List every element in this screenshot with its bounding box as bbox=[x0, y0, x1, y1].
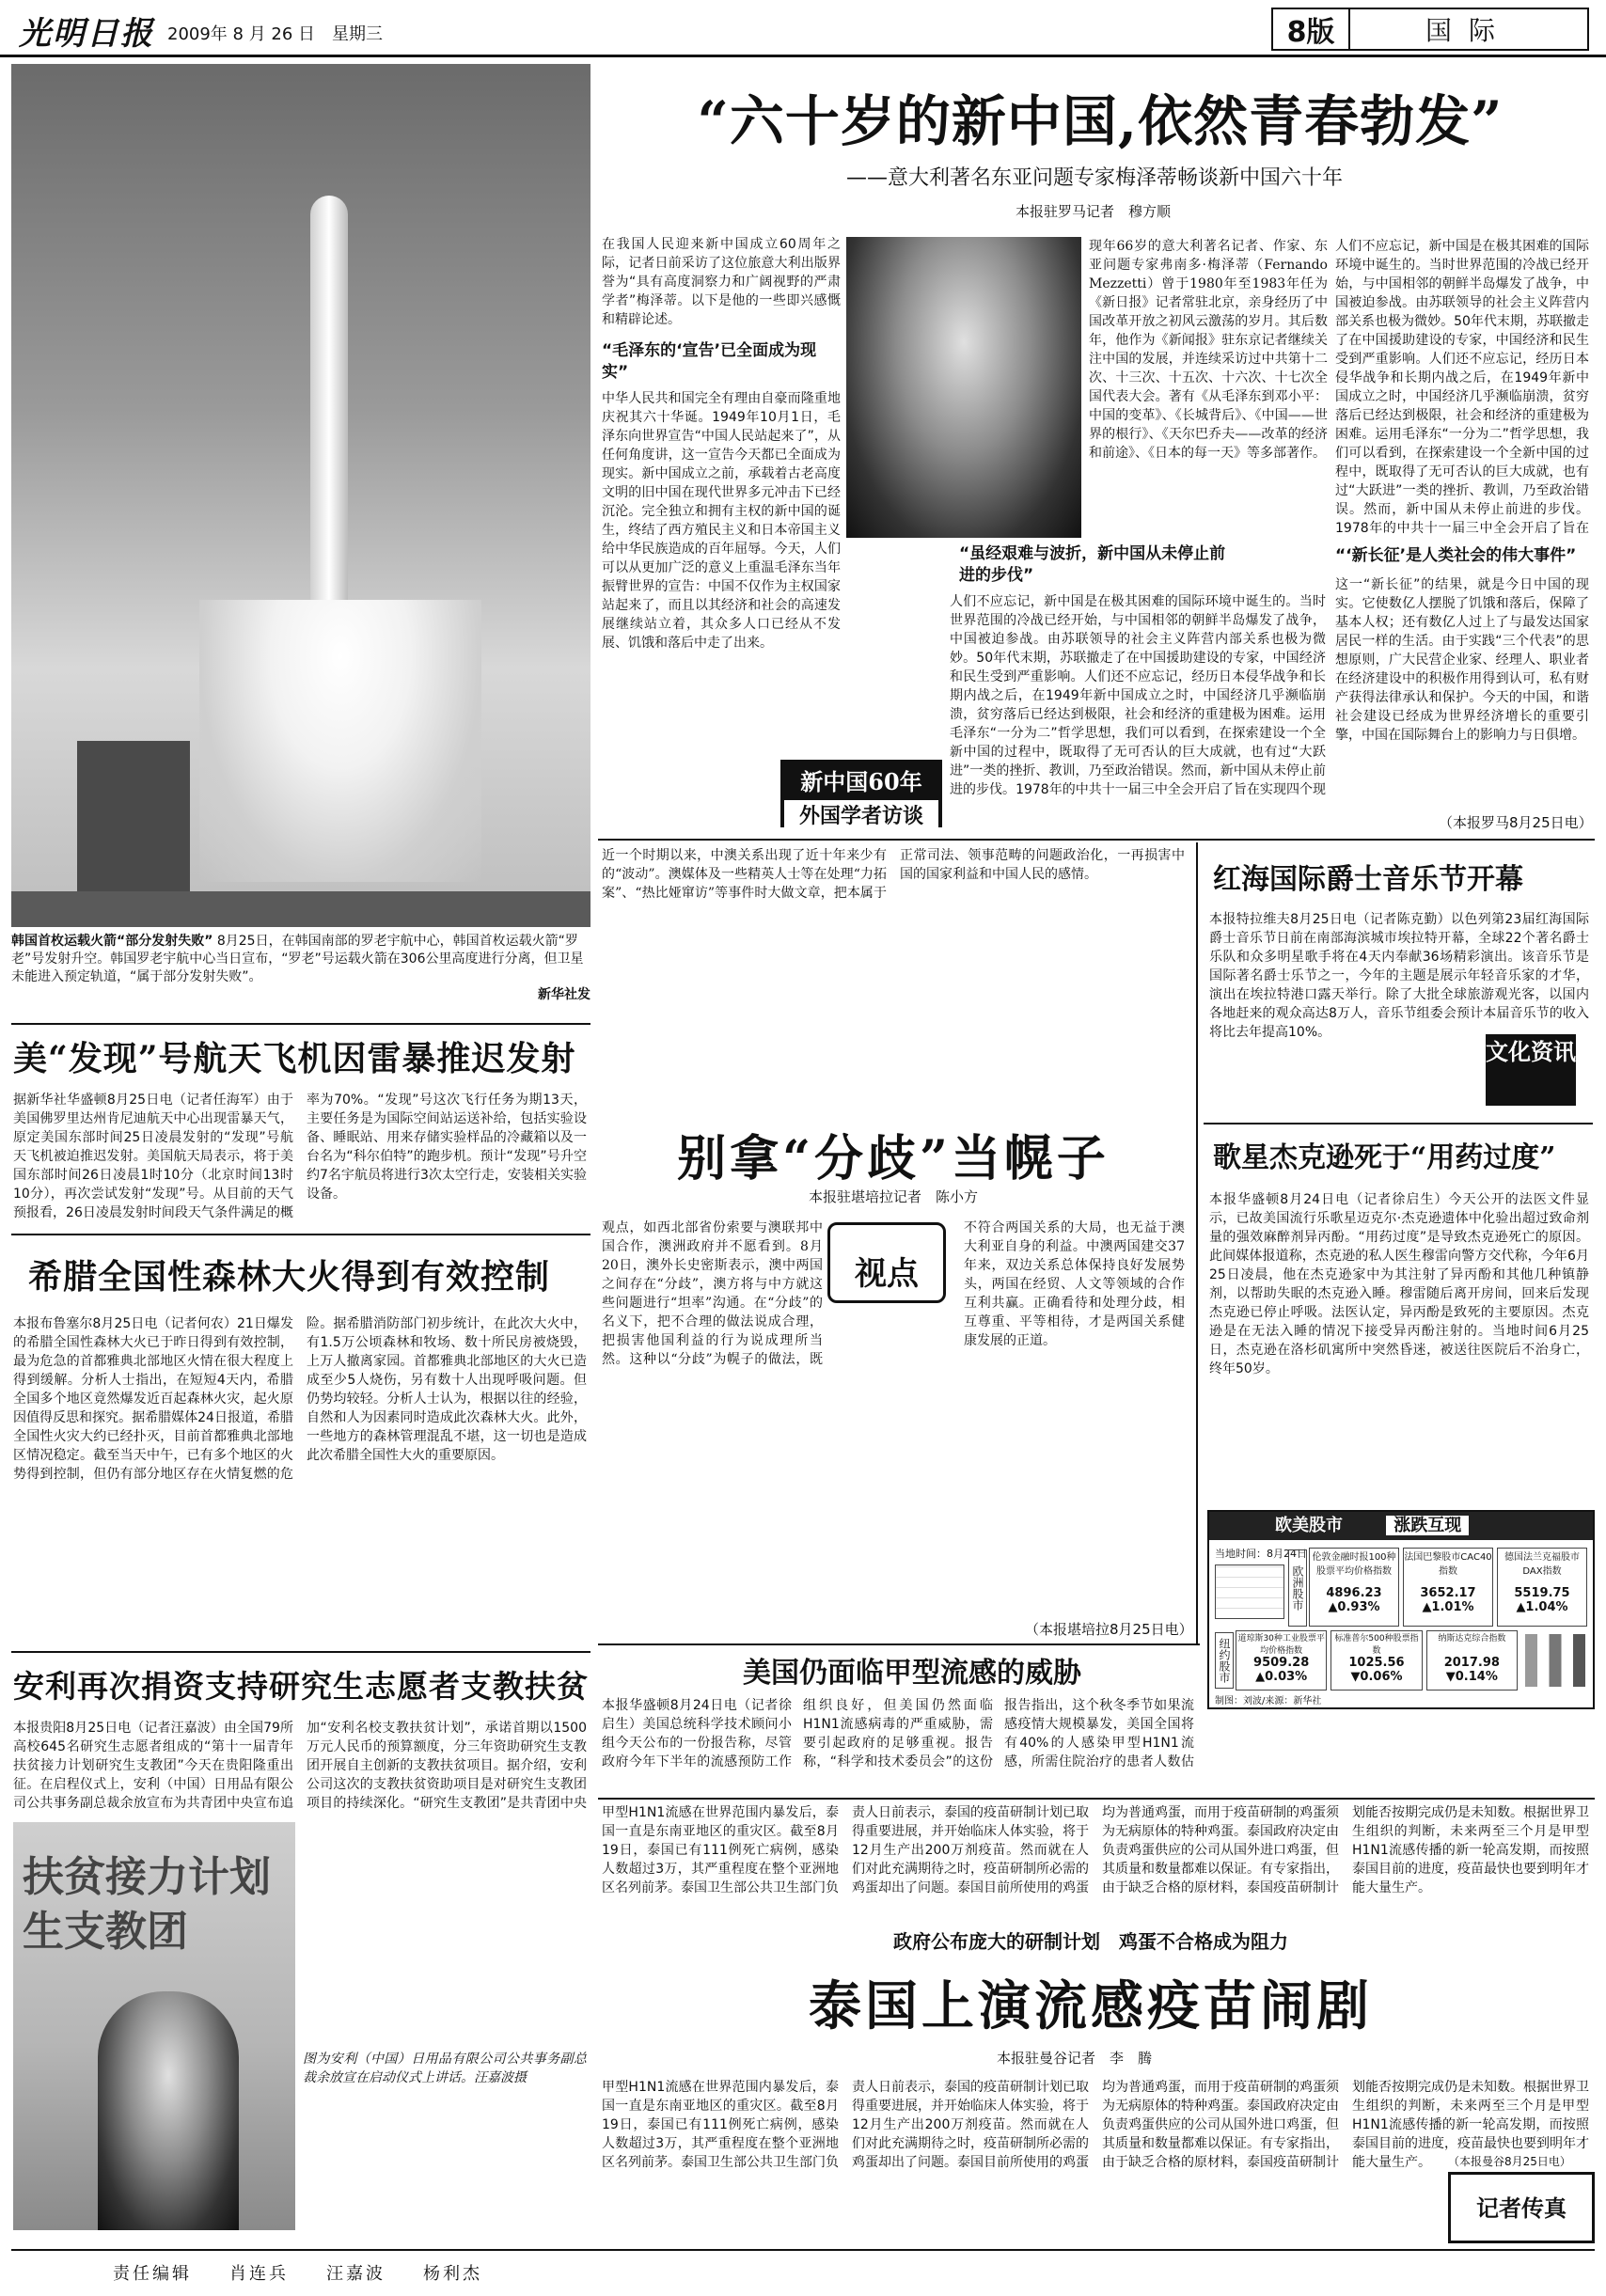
divider bbox=[11, 1234, 590, 1235]
index-value: 3652.17 bbox=[1420, 1586, 1476, 1600]
stock-chart-icon bbox=[1215, 1565, 1284, 1619]
divider bbox=[11, 1023, 590, 1025]
editor-footer bbox=[113, 2260, 677, 2285]
page-number: 8版 bbox=[1273, 8, 1350, 50]
index-name: 标准普尔500种股票指数 bbox=[1334, 1634, 1419, 1656]
interview-bio: 现年66岁的意大利著名记者、作家、东亚问题专家弗南多·梅泽蒂（Fernando Mezzetti）曾于1980年至1983年任为《新日报》记者常驻北京，亲身经历了中国改革开放之初风云激荡的岁月。其后数年，他作为《新闻报》驻东京记者继续关注中国的发展，并连续采访过中共第十二次、十三次、十五次、十六次、十七次全国代表大会。著有《从毛泽东到邓小平：中国的变革》、《长城背后》、《中国——世界的根行》、《天尔巴乔夫——改革的经济和前途》、《日本的每一天》等多部著作。 bbox=[1089, 239, 1328, 461]
reporter-fax-badge-text: 记者传真 bbox=[1476, 2194, 1567, 2222]
us-flu-headline: 美国仍面临甲型流感的威胁 bbox=[743, 1657, 1081, 1690]
divider bbox=[11, 1651, 590, 1653]
interview-section1-body: 中华人民共和国完全有理由自豪而隆重地庆祝其六十华诞。1949年10月1日，毛泽东向世界宣告“中国人民站起来了”，从任何角度讲，这一宣告今天都已全面成为现实。新中国成立之前，承载着古老高度文明的旧中国在现代世界多元冲击下已经沉沦。完全独立和拥有主权的新中国的诞生，终结了西方殖民主义和日本帝国主义给中华民族造成的百年屈辱。今天，人们可以从更加广泛的意义上重温毛泽东当年振臂世界的宣告：中国不仅作为主权国家站起来了，而且以其经济和社会的高速发展继续站立着，其众多人口已经从不发展、饥饿和落后中走了出来。 bbox=[602, 391, 841, 651]
masthead-logo: 光明日报 bbox=[19, 15, 154, 53]
divider bbox=[1204, 1123, 1593, 1124]
jackson-headline: 歌星杰克逊死于“用药过度” bbox=[1213, 1141, 1556, 1174]
index-change: ▲1.01% bbox=[1422, 1600, 1474, 1614]
index-change: ▲0.03% bbox=[1255, 1670, 1308, 1684]
stocks-row-europe bbox=[1309, 1548, 1587, 1627]
market-label-newyork: 纽约股市 bbox=[1215, 1632, 1234, 1689]
thai-flu-body-top: 甲型H1N1流感在世界范围内暴发后，泰国一直是东南亚地区的重灾区。截至8月19日，泰国已有111例死亡病例，感染人数超过3万，其严重程度在整个亚洲地区名列前茅。泰国卫生部公共卫生部门负责人日前表示，泰国的疫苗研制计划已取得重要进展，并开始临床人体实验，将于12月生产出200万剂疫苗。然而就在人们对此充满期待之时，疫苗研制所必需的鸡蛋却出了问题。泰国目前所使用的鸡蛋均为普通鸡蛋，而用于疫苗研制的鸡蛋须为无病原体的特种鸡蛋。泰国政府决定由负责鸡蛋供应的公司从国外进口鸡蛋，但其质量和数量都难以保证。有专家指出，由于缺乏合格的原材料，泰国疫苗研制计划能否按期完成仍是未知数。根据世界卫生组织的判断，未来两至三个月是甲型H1N1流感传播的新一轮高发期，而按照泰国目前的进度，疫苗最快也要到明年才能大量生产。 bbox=[602, 1805, 1589, 1895]
rocket-shape bbox=[310, 196, 348, 609]
index-cell bbox=[1497, 1548, 1587, 1627]
commentary-byline: 本报驻堪培拉记者 陈小方 bbox=[809, 1188, 979, 1205]
index-name: 德国法兰克福股市DAX指数 bbox=[1504, 1552, 1580, 1577]
interview-byline: 本报驻罗马记者 穆方顺 bbox=[1016, 203, 1172, 220]
stocks-credit: 制图：刘波/来源：新华社 bbox=[1215, 1696, 1322, 1706]
divider bbox=[598, 839, 1595, 841]
index-cell bbox=[1309, 1548, 1399, 1627]
rocket-caption-body: 8月25日，在韩国南部的罗老宇航中心，韩国首枚运载火箭“罗老”号发射升空。韩国罗老宇航中心当日宣布，“罗老”号运载火箭在306公里高度进行分离，但卫星未能进入预定轨道，“属于部分发射失败”。 bbox=[11, 934, 584, 984]
shuttle-body: 据新华社华盛顿8月25日电（记者任海军）由于美国佛罗里达州肯尼迪航天中心出现雷暴天气，原定美国东部时间25日凌晨发射的“发现”号航天飞机被迫推迟发射。美国航天局表示，将于美国东部时间26日凌晨1时10分（北京时间13时10分），再次尝试发射“发现”号。从目前的天气预报看，26日凌晨发射时间段天气条件满足的概率为70%。“发现”号这次飞行任务为期13天，主要任务是为国际空间站运送补给，包括实验设备、睡眠站、用来存储实验样品的冷藏箱以及一台名为“科尔伯特”的跑步机。预计“发现”号升空约7名宇航员将进行3次太空行走，安装相关实验设备。 bbox=[13, 1093, 587, 1220]
interview-section2-body: 人们不应忘记，新中国是在极其困难的国际环境中诞生的。当时世界范围的冷战已经开始，与中国相邻的朝鲜半岛爆发了战争，中国被迫参战。由苏联领导的社会主义阵营内部关系也极为微妙。50年代末期，苏联撤走了在中国援助建设的专家，中国经济和民生受到严重影响。人们还不应忘记，经历日本侵华战争和长期内战之后，在1949年新中国成立之时，中国经济几乎濒临崩溃，贫穷落后已经达到极限，社会和经济的重建极为困难。运用毛泽东“一分为二”哲学思想，我们可以看到，在探索建设一个全新中国的过程中，既取得了无可否认的巨大成就，也有过“大跃进”一类的挫折、教训，乃至政治错误。然而，新中国从未停止前进的步伐。1978年的中共十一届三中全会开启了旨在实现四个现 bbox=[950, 594, 1326, 797]
index-change: ▼0.14% bbox=[1445, 1670, 1498, 1684]
rocket-launch-photo bbox=[11, 64, 590, 927]
interview-subheadline: ——意大利著名东亚问题专家梅泽蒂畅谈新中国六十年 bbox=[846, 166, 1344, 190]
stocks-box bbox=[1207, 1510, 1595, 1709]
index-value: 9509.28 bbox=[1253, 1656, 1310, 1670]
commentary-credit: （本报堪培拉8月25日电） bbox=[1025, 1621, 1193, 1638]
index-name: 道琼斯30种工业股票平均价格指数 bbox=[1237, 1634, 1325, 1656]
index-change: ▲0.93% bbox=[1328, 1600, 1380, 1614]
index-cell bbox=[1403, 1548, 1493, 1627]
viewpoint-badge-text: 视点 bbox=[855, 1255, 919, 1293]
index-change: ▲1.04% bbox=[1516, 1600, 1568, 1614]
rocket-caption bbox=[11, 933, 590, 1004]
commentary-intro: 近一个时期以来，中澳关系出现了近十年来少有的“波动”。澳媒体及一些精英人士等在处理“力拓案”、“热比娅窜访”等事件时大做文章，把本属于正常司法、领事范畴的问题政治化，一再损害中国的国家利益和中国人民的感情。 bbox=[602, 848, 1185, 901]
commentary-body: 观点，如西北部省份索要与澳联邦中国合作，澳洲政府并不愿看到。8月20日，澳外长史密斯表示，澳中两国之间存在“分歧”，澳方将与中方就这些问题进行“坦率”沟通。在“分歧”的名义下，把不合理的做法说成合理，把损害他国利益的行为说成理所当然。这种以“分歧”为幌子的做法，既不符合两国关系的大局，也无益于澳大利亚自身的利益。中澳两国建交37年来，双边关系总体保持良好发展势头，两国在经贸、人文等领域的合作互利共赢。正确看待和处理分歧，相互尊重、平等相待，才是两国关系健康发展的正道。 bbox=[602, 1220, 1185, 1367]
series-kicker bbox=[780, 760, 942, 827]
anli-event-photo bbox=[13, 1822, 295, 2230]
shuttle-headline: 美“发现”号航天飞机因雷暴推迟发射 bbox=[13, 1039, 576, 1078]
interview-headline: “六十岁的新中国,依然青春勃发” bbox=[697, 89, 1504, 153]
divider bbox=[598, 1643, 1200, 1645]
index-name: 法国巴黎股市CAC40指数 bbox=[1404, 1552, 1492, 1577]
series-kicker-bottom: 外国学者访谈 bbox=[784, 800, 938, 829]
editor-name: 肖连兵 bbox=[229, 2264, 289, 2284]
editor-name: 汪嘉波 bbox=[326, 2264, 386, 2284]
issue-date: 2009年 8 月 26 日 星期三 bbox=[167, 24, 384, 44]
interview-section2-title: “虽经艰难与波折，新中国从未停止前进的步伐” bbox=[959, 544, 1226, 585]
jazz-headline: 红海国际爵士音乐节开幕 bbox=[1213, 863, 1523, 896]
thai-flu-byline: 本报驻曼谷记者 李 腾 bbox=[997, 2050, 1153, 2067]
event-banner-text: 扶贫接力计划 生支教团 bbox=[23, 1853, 271, 1956]
index-cell bbox=[1330, 1630, 1422, 1691]
us-flu-body: 本报华盛顿8月24日电（记者徐启生）美国总统科学技术顾问小组今天公布的一份报告称，尽管政府今年下半年的流感预防工作组织良好，但美国仍然面临H1N1流感病毒的严重威胁，需要引起政府的足够重视。报告称，“科学和技术委员会”的这份报告指出，这个秋冬季节如果流感疫情大规模暴发，美国全国将有40%的人感染甲型H1N1流感，所需住院治疗的患者人数估 bbox=[602, 1698, 1194, 1769]
index-change: ▼0.06% bbox=[1350, 1670, 1403, 1684]
divider bbox=[11, 2249, 1595, 2251]
interview-section3-title: “‘新长征’是人类社会的伟大事件” bbox=[1335, 546, 1577, 565]
bar-graphic-icon bbox=[1525, 1634, 1585, 1687]
interview-lead: 在我国人民迎来新中国成立60周年之际，记者日前采访了这位旅意大利出版界誉为“具有高度洞察力和广阔视野的严肃学者”梅泽蒂。以下是他的一些即兴感慨和精辟论述。 bbox=[602, 237, 841, 327]
thai-flu-body: 甲型H1N1流感在世界范围内暴发后，泰国一直是东南亚地区的重灾区。截至8月19日，泰国已有111例死亡病例，感染人数超过3万，其严重程度在整个亚洲地区名列前茅。泰国卫生部公共卫生部门负责人日前表示，泰国的疫苗研制计划已取得重要进展，并开始临床人体实验，将于12月生产出200万剂疫苗。然而就在人们对此充满期待之时，疫苗研制所必需的鸡蛋却出了问题。泰国目前所使用的鸡蛋均为普通鸡蛋，而用于疫苗研制的鸡蛋须为无病原体的特种鸡蛋。泰国政府决定由负责鸡蛋供应的公司从国外进口鸡蛋，但其质量和数量都难以保证。有专家指出，由于缺乏合格的原材料，泰国疫苗研制计划能否按期完成仍是未知数。根据世界卫生组织的判断，未来两至三个月是甲型H1N1流感传播的新一轮高发期，而按照泰国目前的进度，疫苗最快也要到明年才能大量生产。 bbox=[602, 2080, 1589, 2170]
stocks-title-bar bbox=[1209, 1512, 1593, 1540]
index-value: 5519.75 bbox=[1514, 1586, 1570, 1600]
index-cell bbox=[1236, 1630, 1327, 1691]
anli-body-right: 图为安利（中国）日用品有限公司公共事务副总裁余放宣在启动仪式上讲话。汪嘉波摄 bbox=[303, 2052, 587, 2085]
thai-flu-credit: （本报曼谷8月25日电） bbox=[1448, 2155, 1571, 2168]
stocks-title-left: 欧美股市 bbox=[1275, 1516, 1343, 1535]
interview-credit: （本报罗马8月25日电） bbox=[1439, 814, 1593, 831]
anli-body: 本报贵阳8月25日电（记者汪嘉波）由全国79所高校645名研究生志愿者组成的“第十一届青年扶贫接力计划研究生支教团”今天在贵阳隆重出征。在启程仪式上，安利（中国）日用品有限公司公共事务副总裁余放宣布为共青团中央宣布追加“安利名校支教扶贫计划”，承诺首期以1500万元人民币的预算额度，分三年资助研究生支教团开展自主创新的支教扶贫项目。据介绍，安利公司这次的支教扶贫资助项目是对研究生支教团项目的持续深化。“研究生支教团”是共青团中央 bbox=[13, 1721, 587, 1811]
divider bbox=[598, 1798, 1595, 1800]
market-label-europe: 欧洲股市 bbox=[1288, 1549, 1307, 1627]
index-name: 伦敦金融时报100种股票平均价格指数 bbox=[1312, 1552, 1396, 1577]
greece-headline: 希腊全国性森林大火得到有效控制 bbox=[28, 1257, 551, 1297]
exhaust-plume bbox=[199, 600, 481, 882]
rocket-caption-credit: 新华社发 bbox=[538, 987, 590, 1002]
reporter-fax-badge bbox=[1448, 2172, 1595, 2243]
stocks-row-newyork bbox=[1236, 1630, 1518, 1691]
commentary-headline: 别拿“分歧”当幌子 bbox=[677, 1130, 1110, 1187]
stocks-date: 当地时间：8月24日 bbox=[1215, 1548, 1307, 1560]
index-cell bbox=[1426, 1630, 1518, 1691]
greece-body: 本报布鲁塞尔8月25日电（记者何农）21日爆发的希腊全国性森林大火已于昨日得到有效控制，最为危急的首都雅典北部地区火情在很大程度上得到缓解。分析人士指出，在短短4天内，希腊全国多个地区竟然爆发近百起森林火灾，起火原因值得反思和探究。据希腊媒体24日报道，希腊全国性火灾大约已经扑灭，目前首都雅典北部地区情况稳定。截至当天中午，已有多个地区的火势得到控制，但仍有部分地区存在火情复燃的危险。据希腊消防部门初步统计，在此次大火中，有1.5万公顷森林和牧场、数十所民房被烧毁，上万人撤离家园。首都雅典北部地区的大火已造成至少5人烧伤，另有数十人出现呼吸问题。但仍势均较轻。分析人士认为，根据以往的经验，自然和人为因素同时造成此次森林大火。此外，一些地方的森林管理混乱不堪，这一切也是造成此次希腊全国性大火的重要原因。 bbox=[13, 1316, 587, 1482]
page-header bbox=[0, 0, 1606, 57]
thai-flu-headline: 泰国上演流感疫苗闹剧 bbox=[809, 1975, 1373, 2037]
series-kicker-top: 新中国60年 bbox=[800, 768, 922, 795]
section-name: 国际 bbox=[1425, 15, 1512, 46]
rocket-caption-title: 韩国首枚运载火箭“部分发射失败” bbox=[11, 934, 213, 949]
vertical-divider bbox=[1196, 842, 1198, 1643]
page-section-box bbox=[1271, 8, 1589, 51]
jackson-body: 本报华盛顿8月24日电（记者徐启生）今天公开的法医文件显示，已故美国流行乐歌星迈克尔·杰克逊遗体中化验出超过致命剂量的强效麻醉剂异丙酚。“用药过度”是导致杰克逊死亡的原因。此间媒体报道称，杰克逊的私人医生穆雷向警方交代称，今年6月25日凌晨，他在杰克逊家中为其注射了异丙酚和其他几种镇静剂，以帮助失眠的杰克逊入睡。穆雷随后离开房间，回来后发现杰克逊已停止呼吸。法医认定，异丙酚是致死的主要原因。杰克逊是在无法入睡的情况下接受异丙酚注射的。当地时间6月25日，杰克逊在洛杉矶寓所中突然昏迷，被送往医院后不治身亡，终年50岁。 bbox=[1209, 1192, 1589, 1376]
index-name: 纳斯达克综合指数 bbox=[1438, 1634, 1506, 1643]
interview-section3-body: 这一“新长征”的结果，就是今日中国的现实。它使数亿人摆脱了饥饿和落后，保障了基本人权；还有数亿人过上了与最发达国家居民一样的生活。由于实践“三个代表”的思想原则，广大民营企业家、经理人、职业者在经济建设中的积极作用得到认可，私有财产获得法律承认和保护。今天的中国，和谐社会建设已经成为世界经济增长的重要引擎，中国在国际舞台上的影响力与日俱增。 bbox=[1335, 577, 1589, 743]
launch-tower bbox=[77, 741, 190, 901]
index-value: 1025.56 bbox=[1348, 1656, 1405, 1670]
anli-headline: 安利再次捐资支持研究生志愿者支教扶贫 bbox=[13, 1668, 589, 1705]
index-value: 2017.98 bbox=[1443, 1656, 1500, 1670]
editor-name: 杨利杰 bbox=[423, 2264, 482, 2284]
culture-tag: 文化资讯 bbox=[1486, 1034, 1576, 1106]
ocean-band bbox=[11, 891, 590, 927]
interview-section1-title: “毛泽东的‘宣告’已全面成为现实” bbox=[602, 341, 817, 382]
thai-flu-kicker: 政府公布庞大的研制计划 鸡蛋不合格成为阻力 bbox=[893, 1930, 1288, 1953]
editor-label: 责任编辑 bbox=[113, 2264, 192, 2284]
mezzetti-portrait bbox=[846, 237, 1081, 538]
jazz-body: 本报特拉维夫8月25日电（记者陈克勤）以色列第23届红海国际爵士音乐节日前在南部海滨城市埃拉特开幕，全球22个著名爵士乐队和众多明星歌手将在4天内奉献36场精彩演出。该音乐节是国际著名爵士乐节之一，今年的主题是展示年轻音乐家的才华，演出在埃拉特港口露天举行。除了大批全球旅游观光客，以国内各地赶来的观众高达8万人，音乐节组委会预计本届音乐节的收入将比去年提高10%。 bbox=[1209, 912, 1589, 1040]
index-value: 4896.23 bbox=[1326, 1586, 1382, 1600]
interview-section1-cont: 人们不应忘记，新中国是在极其困难的国际环境中诞生的。当时世界范围的冷战已经开始，与中国相邻的朝鲜半岛爆发了战争，中国被迫参战。由苏联领导的社会主义阵营内部关系也极为微妙。50年代末期，苏联撤走了在中国援助建设的专家，中国经济和民生受到严重影响。人们还不应忘记，经历日本侵华战争和长期内战之后，在1949年新中国成立之时，中国经济几乎濒临崩溃，贫穷落后已经达到极限，社会和经济的重建极为困难。运用毛泽东“一分为二”哲学思想，我们可以看到，在探索建设一个全新中国的过程中，既取得了无可否认的巨大成就，也有过“大跃进”一类的挫折、教训，乃至政治错误。然而，新中国从未停止前进的步伐。1978年的中共十一届三中全会开启了旨在 bbox=[1335, 239, 1589, 536]
stocks-title-right: 涨跌互现 bbox=[1386, 1516, 1469, 1535]
speaker-figure bbox=[98, 1991, 239, 2230]
